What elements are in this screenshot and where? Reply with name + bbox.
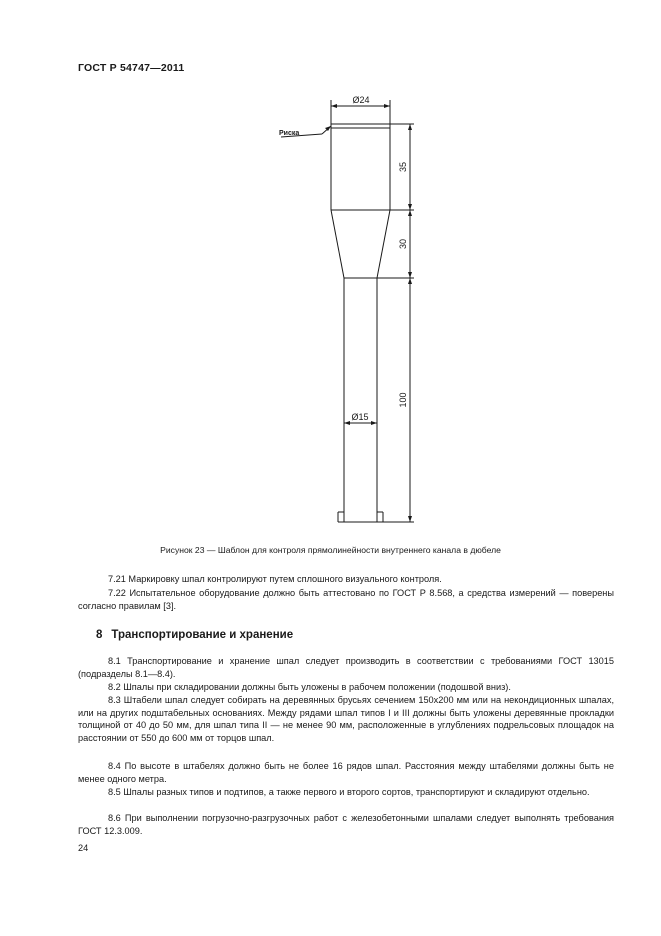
dim-upper-length-label: 35 [398, 161, 408, 173]
section-heading [96, 629, 293, 641]
figure-caption: Рисунок 23 — Шаблон для контроля прямолинейности внутреннего канала в дюбеле [160, 545, 501, 555]
marker-label: Риска [279, 130, 300, 137]
dim-top-diameter-label: Ø24 [352, 95, 370, 105]
paragraph-7-21: 7.21 Маркировку шпал контролируют путем сплошного визуального контроля. [108, 574, 442, 584]
dim-lower-length-label: 100 [398, 392, 408, 408]
document-code: ГОСТ Р 54747—2011 [78, 62, 185, 74]
paragraph-8-2: 8.2 Шпалы при складировании должны быть уложены в рабочем положении (подошвой вниз). [108, 682, 511, 692]
section-number: 8 [96, 629, 103, 641]
paragraph-8-3: 8.3 Штабели шпал следует собирать на деревянных брусьях сечением 150х200 мм или на некондиционных шпалах, или на других подштабельных основаниях. Между рядами шпал типов I и III должны быть уложены деревянные прокладки толщиной от 40 до 50 мм, для шпал типа II — не менее 90 мм, расположенные в углублениях подрельсовых площадок на расстоянии от 550 до 600 мм от торцов шпал. [78, 695, 614, 743]
section-title: Транспортирование и хранение [111, 629, 294, 641]
taper-left [331, 210, 344, 278]
dim-taper-length-label: 30 [398, 238, 408, 250]
dim-bottom-diameter-label: Ø15 [351, 412, 369, 422]
taper-right [377, 210, 390, 278]
page-number: 24 [78, 843, 89, 853]
paragraph-8-5: 8.5 Шпалы разных типов и подтипов, а также первого и второго сортов, транспортируют и складируют отдельно. [108, 787, 590, 797]
paragraph-8-6: 8.6 При выполнении погрузочно-разгрузочных работ с железобетонными шпалами следует выполнять требования ГОСТ 12.3.009. [78, 813, 614, 836]
paragraph-8-4: 8.4 По высоте в штабелях должно быть не более 16 рядов шпал. Расстояния между штабелями должны быть не менее одного метра. [78, 761, 614, 784]
paragraph-7-22: 7.22 Испытательное оборудование должно быть аттестовано по ГОСТ Р 8.568, а средства измерений — поверены согласно правилам [3]. [78, 588, 614, 611]
paragraph-8-1: 8.1 Транспортирование и хранение шпал следует производить в соответствии с требованиями ГОСТ 13015 (подразделы 8.1—8.4). [78, 656, 614, 679]
